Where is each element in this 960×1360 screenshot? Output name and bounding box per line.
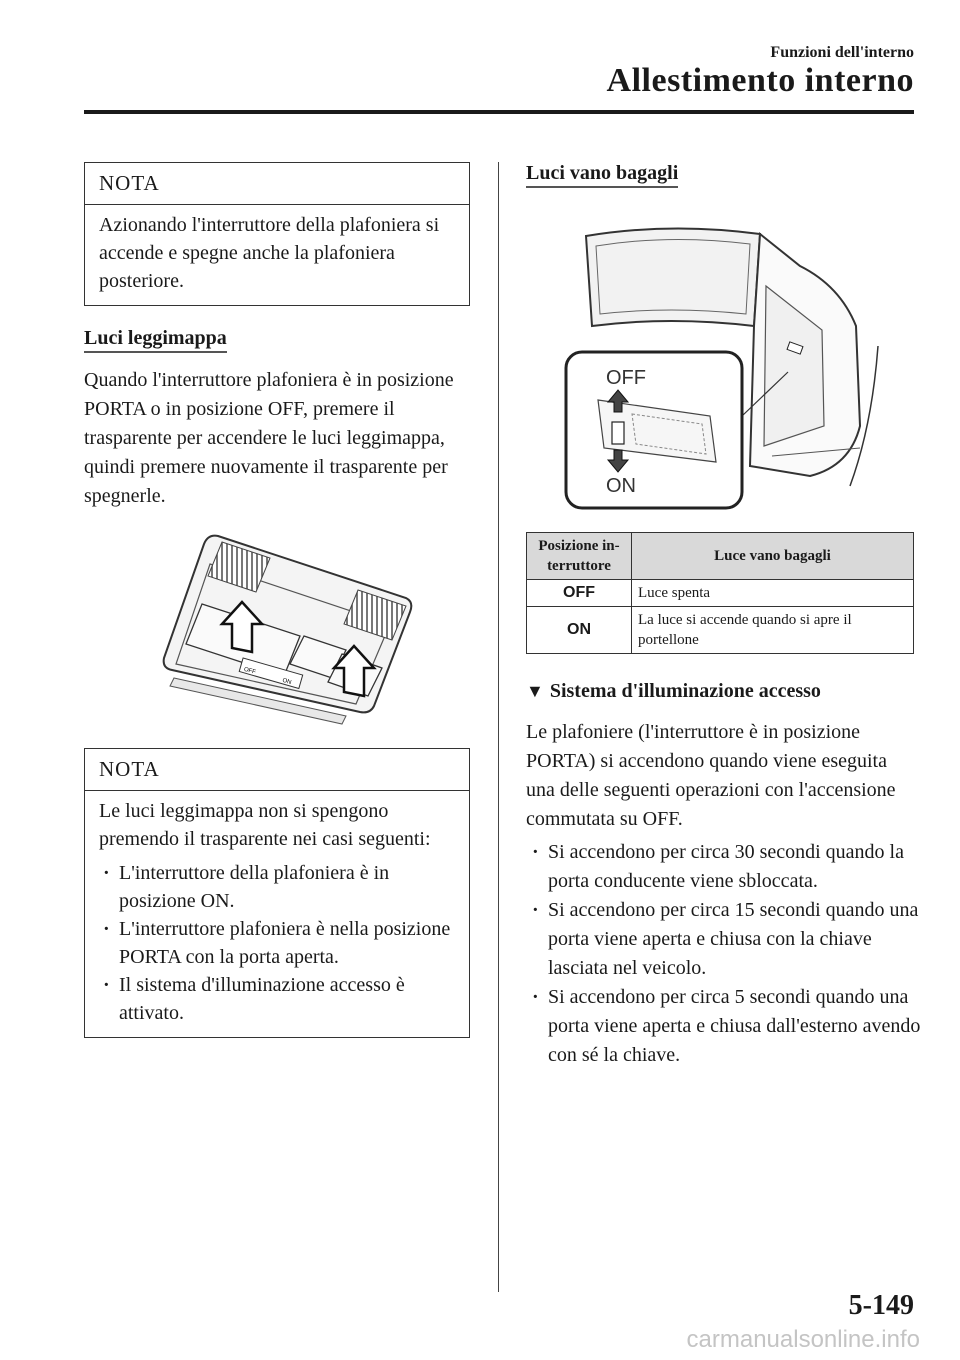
table-cell-value: Luce spenta — [632, 580, 914, 607]
illus-label-off: OFF — [606, 367, 646, 389]
switch-label-on: ON — [281, 677, 292, 687]
header-rule — [84, 110, 914, 114]
cargo-light-table — [526, 532, 914, 654]
list-item: · Si accendono per circa 15 secondi quando una porta viene aperta e chiusa con la chiave lasciata nel veicolo. — [524, 896, 924, 983]
section-heading-cargo: Luci vano bagagli — [526, 162, 678, 185]
switch-label-off: OFF — [243, 666, 257, 676]
map-light-illustration — [160, 528, 440, 728]
table-row — [527, 580, 914, 607]
note-heading: NOTA — [85, 163, 469, 205]
list-item: · Si accendono per circa 30 secondi quando la porta conducente viene sbloccata. — [524, 838, 924, 896]
list-item: · L'interruttore della plafoniera è in posizione ON. — [99, 859, 455, 915]
note-text: Le luci leggimappa non si spengono premendo il trasparente nei casi seguenti: — [99, 800, 431, 850]
map-lights-paragraph: Quando l'interruttore plafoniera è in posizione PORTA o in posizione OFF, premere il trasparente per accendere le luci leggimappa, quindi premere nuovamente il trasparente per spegnerle. — [84, 369, 454, 507]
triangle-marker-icon: ▼ — [526, 681, 544, 701]
table-row — [527, 607, 914, 654]
list-item: · L'interruttore plafoniera è nella posizione PORTA con la porta aperta. — [99, 915, 455, 971]
header-title: Allestimento interno — [606, 62, 914, 99]
note-text: Azionando l'interruttore della plafoniera si accende e spegne anche la plafoniera posteriore. — [99, 214, 440, 292]
table-cell-key: ON — [527, 607, 632, 654]
note-box-1 — [84, 162, 470, 306]
access-list — [524, 838, 924, 1070]
note-box-2 — [84, 748, 470, 1038]
note-list — [99, 859, 455, 1027]
illus-label-on: ON — [606, 475, 636, 497]
header-subtitle: Funzioni dell'interno — [770, 44, 914, 61]
list-item: · Il sistema d'illuminazione accesso è attivato. — [99, 971, 455, 1027]
table-header-light: Luce vano bagagli — [632, 533, 914, 580]
list-item: · Si accendono per circa 5 secondi quando una porta viene aperta e chiusa dall'esterno avendo con sé la chiave. — [524, 983, 924, 1070]
table-cell-key: OFF — [527, 580, 632, 607]
note-heading: NOTA — [85, 749, 469, 791]
section-heading-access: ▼ Sistema d'illuminazione accesso — [526, 680, 821, 702]
section-heading-map-lights: Luci leggimappa — [84, 327, 227, 350]
table-header-position: Posizione in-terruttore — [527, 533, 632, 580]
table-cell-value: La luce si accende quando si apre il portellone — [632, 607, 914, 654]
access-paragraph: Le plafoniere (l'interruttore è in posizione PORTA) si accendono quando viene eseguita una delle seguenti operazioni con l'accensione commutata su OFF. — [526, 721, 896, 830]
column-divider — [498, 162, 499, 1292]
table-header-row — [527, 533, 914, 580]
page-number: 5-149 — [848, 1290, 914, 1321]
cargo-light-illustration — [560, 226, 882, 516]
watermark: carmanualsonline.info — [686, 1326, 920, 1353]
